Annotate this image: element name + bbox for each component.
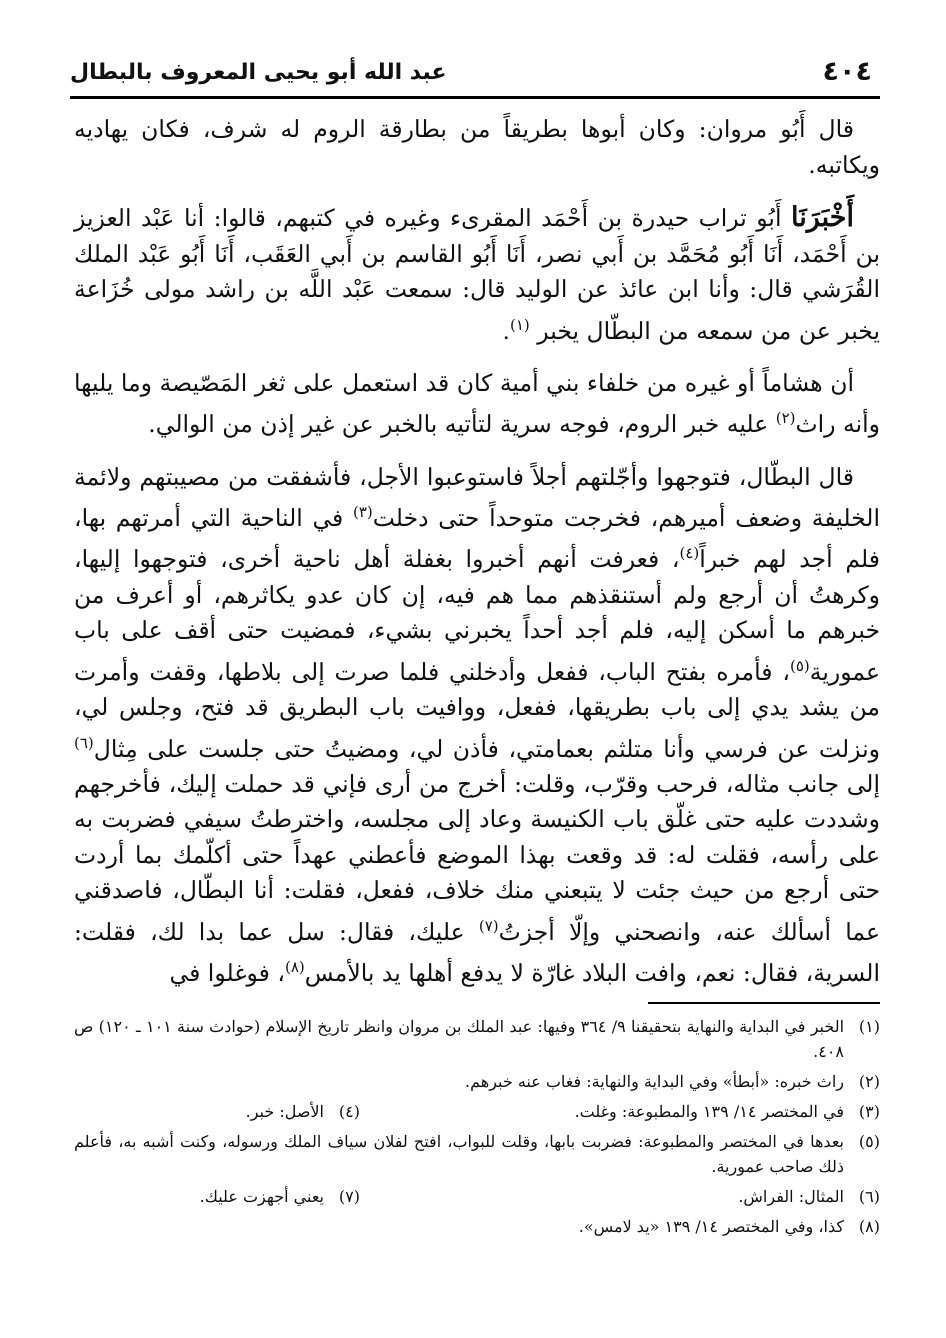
footnote-4: [74, 1099, 360, 1124]
footnote-7: [74, 1184, 360, 1209]
paragraph-4: قال البطّال، فتوجهوا وأجّلتهم أجلاً فاستوعبوا الأجل، فأشفقت من مصيبتهم ولائمة الخليفة وضعف أميرهم، فخرجت متوحداً حتى دخلت$^{(٣)}$ في الناحية التي أمرتهم بها، فلم أجد لهم خبراً$^{(٤)}$، فعرفت أنهم أخبروا بغفلة أهل ناحية أخرى، فتوجهوا إليها، وكرهتُ أن أرجع ولم أستنقذهم مما هم فيه، إن كان عدو يكاثرهم، أو أعرف من خبرهم ما أسكن إليه، فلم أجد أحداً يخبرني بشيء، فمضيت حتى أقف على باب عمورية$^{(٥)}$، فأمره بفتح الباب، ففعل وأدخلني فلما صرت إلى بلاطها، وقفت وأمرت من يشد يدي إلى باب بطريقها، ففعل، ووافيت باب البطريق قد فتح، وجلس لي، ونزلت عن فرسي وأنا متلثم بعمامتي، فأذن لي، ومضيتُ حتى جلست على مِثال$^{(٦)}$ إلى جانب مثاله، فرحب وقرّب، وقلت: أخرج من أرى فإني قد حملت إليك، فأخرجهم وشددت عليه حتى غلّق باب الكنيسة وعاد إلى مجلسه، واخترطتُ سيفي فضربت به على رأسه، فقلت له: قد وقعت بهذا الموضع فأعطني عهداً حتى أكلّمك بما أردت حتى أرجع من حيث جئت لا يتبعني منك خلاف، ففعل، فقلت: أنا البطّال، فاصدقني عما أسألك عنه، وانصحني وإلّا أجزتُ$^{(٧)}$ عليك، فقال: سل عما بدا لك، فقلت: السرية، فقال: نعم، وافت البلاد غارّة لا يدفع أهلها يد بالأمس$^{(٨)}$، فوغلوا في: [74, 462, 880, 988]
footnote-8: [74, 1214, 880, 1239]
footnote-number: (٧): [338, 1187, 360, 1206]
footnote-number: (٥): [858, 1132, 880, 1151]
footnote-number: (٦): [858, 1187, 880, 1206]
footnote-number: (١): [858, 1017, 880, 1036]
paragraph-3: أن هشاماً أو غيره من خلفاء بني أمية كان قد استعمل على ثغر المَصّيصة وما يليها وأنه راث$^{(٢)}$ عليه خبر الروم، فوجه سرية لتأتيه بالخبر عن غير إذن من الوالي.: [74, 368, 880, 439]
footnote-row-3-4: [74, 1099, 880, 1124]
page-number: ٤٠٤: [822, 56, 872, 87]
footnote-text: يعني أجهزت عليك.: [199, 1187, 324, 1206]
note-ref-7[interactable]: (٧): [478, 916, 499, 935]
footnote-number: (٤): [338, 1102, 360, 1121]
footnote-text: الخبر في البداية والنهاية بتحقيقنا ٩/ ٣٦٤ وفيها: عبد الملك بن مروان وانظر تاريخ الإسلام (حوادث سنة ١٠١ ـ ١٢٠) ص ٤٠٨.: [74, 1017, 845, 1061]
note-ref-6[interactable]: (٦): [74, 733, 94, 752]
footnote-row-6-7: [74, 1184, 880, 1209]
note-ref-3[interactable]: (٣): [352, 503, 373, 522]
footnote-text: بعدها في المختصر والمطبوعة: فضربت بابها، وقلت للبواب، افتح لفلان سياف الملك ورسوله، وكنت أشبه به، فأعلم ذلك صاحب عمورية.: [74, 1132, 844, 1176]
footnote-text: المثال: الفراش.: [738, 1187, 844, 1206]
note-ref-8[interactable]: (٨): [284, 958, 305, 977]
footnote-text: راث خبره: «أبطأ» وفي البداية والنهاية: فغاب عنه خبرهم.: [465, 1072, 844, 1091]
footnote-text: الأصل: خبر.: [245, 1102, 324, 1121]
footnote-2: [74, 1069, 880, 1094]
note-ref-2[interactable]: (٢): [775, 409, 796, 428]
footnote-text: في المختصر ١٤/ ١٣٩ والمطبوعة: وغلت.: [574, 1102, 844, 1121]
paragraph-2: أَخْبَرَنَا أَبُو تراب حيدرة بن أَحْمَد المقرىء وغيره في كتبهم، قالوا: أنا عَبْد العزيز بن أَحْمَد، أَنَا أَبُو مُحَمَّد بن أَبي نصر، أَنَا أَبُو القاسم بن أَبي العَقَب، أَنَا أَبُو عَبْد الملك القُرَشي قال: وأنا ابن عائذ عن الوليد قال: سمعت عَبْد اللَّه بن راشد مولى خُزَاعة يخبر عن من سمعه من البطّال يخبر $^{(١)}$.: [74, 202, 880, 345]
note-ref-4[interactable]: (٤): [679, 544, 700, 563]
page-header: [70, 52, 880, 99]
footnote-3: [360, 1099, 880, 1124]
note-ref-5[interactable]: (٥): [789, 656, 810, 675]
footnote-number: (٨): [858, 1217, 880, 1236]
footnote-text: كذا، وفي المختصر ١٤/ ١٣٩ «يد لامس».: [578, 1217, 844, 1236]
paragraph-1: قال أَبُو مروان: وكان أبوها بطريقاً من بطارقة الروم له شرف، فكان يهاديه ويكاتبه.: [74, 115, 880, 179]
footnote-6: [360, 1184, 880, 1209]
footnote-separator: [648, 1002, 880, 1004]
footnote-1: [74, 1014, 880, 1064]
footnote-number: (٣): [858, 1102, 880, 1121]
main-text: [74, 112, 880, 992]
footnote-number: (٢): [858, 1072, 880, 1091]
lead-word-akhbarana: أَخْبَرَنَا: [791, 202, 854, 233]
running-title: عبد الله أبو يحيى المعروف بالبطال: [70, 60, 447, 85]
footnote-5: [74, 1129, 880, 1179]
footnotes: [74, 1014, 880, 1244]
note-ref-1[interactable]: (١): [510, 315, 530, 334]
